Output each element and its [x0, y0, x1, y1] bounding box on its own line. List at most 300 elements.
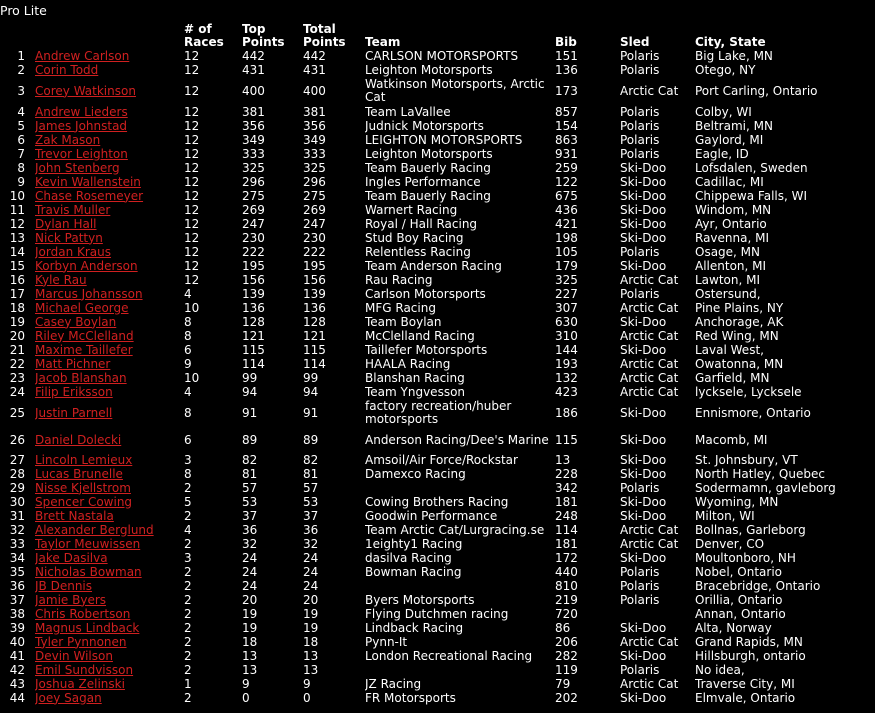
top-points-cell: 37 — [242, 509, 258, 523]
rank-cell: 5 — [17, 119, 25, 133]
bib-cell: 219 — [555, 593, 578, 607]
driver-cell — [35, 371, 184, 385]
driver-cell — [35, 329, 184, 343]
driver-name-link[interactable]: Jordan Kraus — [35, 245, 112, 259]
total-points-cell: 24 — [303, 579, 319, 593]
city-cell: Hillsburgh, ontario — [695, 649, 806, 663]
driver-name-link[interactable]: Tyler Pynnonen — [35, 635, 127, 649]
driver-name-link[interactable]: Filip Eriksson — [35, 385, 113, 399]
total-points-cell: 13 — [303, 649, 319, 663]
driver-name-link[interactable]: Jamie Byers — [35, 593, 107, 607]
races-cell: 4 — [184, 523, 192, 537]
driver-name-link[interactable]: Jake Dasilva — [35, 551, 108, 565]
total-points-cell: 128 — [303, 315, 326, 329]
races-cell: 2 — [184, 635, 192, 649]
table-row — [0, 579, 875, 593]
driver-name-link[interactable]: Jacob Blanshan — [35, 371, 127, 385]
rank-cell: 24 — [9, 385, 25, 399]
top-points-cell: 0 — [242, 691, 250, 705]
rank-cell: 7 — [17, 147, 25, 161]
top-points-cell: 325 — [242, 161, 265, 175]
table-row — [0, 105, 875, 119]
rank-cell: 11 — [9, 203, 25, 217]
top-points-cell: 89 — [242, 432, 258, 447]
bib-cell: 173 — [555, 83, 578, 98]
races-cell: 12 — [184, 83, 200, 98]
team-cell: Team Bauerly Racing — [365, 161, 491, 175]
table-row — [0, 133, 875, 147]
sled-cell: Polaris — [620, 579, 660, 593]
bib-cell: 931 — [555, 147, 578, 161]
bib-cell: 151 — [555, 49, 578, 63]
total-points-cell: 195 — [303, 259, 326, 273]
races-cell: 12 — [184, 245, 200, 259]
team-cell: Leighton Motorsports — [365, 63, 493, 77]
team-cell: Team Bauerly Racing — [365, 189, 491, 203]
driver-cell — [35, 63, 184, 77]
driver-cell — [35, 677, 184, 691]
city-cell: Bollnas, Garleborg — [695, 523, 806, 537]
total-points-cell: 356 — [303, 119, 326, 133]
team-cell: Bowman Racing — [365, 565, 462, 579]
bib-cell: 179 — [555, 259, 578, 273]
bib-cell: 115 — [555, 432, 578, 447]
driver-cell — [35, 551, 184, 565]
rank-cell: 25 — [9, 405, 25, 420]
races-cell: 2 — [184, 509, 192, 523]
driver-name-link[interactable]: Matt Pichner — [35, 357, 111, 371]
races-cell: 12 — [184, 147, 200, 161]
table-row — [0, 287, 875, 301]
city-cell: Eagle, ID — [695, 147, 749, 161]
rank-cell: 33 — [9, 537, 25, 551]
team-cell: Goodwin Performance — [365, 509, 498, 523]
sled-cell: Ski-Doo — [620, 453, 667, 467]
total-points-header: Total Points — [303, 22, 346, 49]
top-points-cell: 114 — [242, 357, 265, 371]
driver-name-link[interactable]: Marcus Johansson — [35, 287, 143, 301]
driver-name-link[interactable]: Kyle Rau — [35, 273, 87, 287]
total-points-cell: 442 — [303, 49, 326, 63]
team-cell: JZ Racing — [365, 677, 422, 691]
rank-cell: 19 — [9, 315, 25, 329]
driver-name-link[interactable]: Magnus Lindback — [35, 621, 140, 635]
sled-cell: Arctic Cat — [620, 635, 679, 649]
rank-cell: 1 — [17, 49, 25, 63]
driver-cell — [35, 635, 184, 649]
sled-cell: Polaris — [620, 63, 660, 77]
rank-cell: 35 — [9, 565, 25, 579]
driver-name-link[interactable]: Joshua Zelinski — [35, 677, 125, 691]
rank-cell: 44 — [9, 691, 25, 705]
team-cell: LEIGHTON MOTORSPORTS — [365, 133, 523, 147]
driver-name-link[interactable]: Corin Todd — [35, 63, 99, 77]
driver-cell — [35, 565, 184, 579]
driver-name-link[interactable]: Chase Rosemeyer — [35, 189, 144, 203]
table-row — [0, 495, 875, 509]
table-row — [0, 119, 875, 133]
rank-cell: 38 — [9, 607, 25, 621]
city-cell: St. Johnsbury, VT — [695, 453, 798, 467]
driver-name-link[interactable]: Maxime Taillefer — [35, 343, 133, 357]
sled-cell: Ski-Doo — [620, 551, 667, 565]
city-cell: Otego, NY — [695, 63, 756, 77]
table-row — [0, 315, 875, 329]
driver-name-link[interactable]: Lincoln Lemieux — [35, 453, 133, 467]
sled-cell: Polaris — [620, 593, 660, 607]
rank-header — [0, 21, 35, 49]
table-row — [0, 259, 875, 273]
driver-cell — [35, 49, 184, 63]
driver-cell — [35, 607, 184, 621]
top-points-cell: 269 — [242, 203, 265, 217]
table-row — [0, 467, 875, 481]
driver-cell — [35, 357, 184, 371]
races-cell: 12 — [184, 203, 200, 217]
city-cell: Bracebridge, Ontario — [695, 579, 821, 593]
bib-cell: 248 — [555, 509, 578, 523]
top-points-cell: 381 — [242, 105, 265, 119]
rank-cell: 4 — [17, 105, 25, 119]
team-cell: factory recreation/huber motorsports — [365, 399, 512, 426]
team-cell: Lindback Racing — [365, 621, 464, 635]
city-cell: Pine Plains, NY — [695, 301, 784, 315]
driver-cell — [35, 579, 184, 593]
driver-name-link[interactable]: Kevin Wallenstein — [35, 175, 141, 189]
bib-cell: 132 — [555, 371, 578, 385]
driver-name-link[interactable]: Travis Muller — [35, 203, 111, 217]
driver-name-link[interactable]: Nicholas Bowman — [35, 565, 142, 579]
total-points-cell: 156 — [303, 273, 326, 287]
total-points-cell: 20 — [303, 593, 319, 607]
city-cell: Allenton, MI — [695, 259, 767, 273]
total-points-cell: 400 — [303, 83, 326, 98]
table-row — [0, 551, 875, 565]
races-cell: 2 — [184, 481, 192, 495]
races-cell: 10 — [184, 301, 200, 315]
table-row — [0, 427, 875, 453]
total-points-cell: 136 — [303, 301, 326, 315]
sled-cell: Ski-Doo — [620, 343, 667, 357]
races-cell: 3 — [184, 551, 192, 565]
driver-name-link[interactable]: Joey Sagan — [35, 691, 102, 705]
driver-name-link[interactable]: Nisse Kjellstrom — [35, 481, 131, 495]
total-points-cell: 333 — [303, 147, 326, 161]
standings-body — [0, 49, 875, 705]
sled-cell: Ski-Doo — [620, 649, 667, 663]
table-row — [0, 509, 875, 523]
city-cell: Big Lake, MN — [695, 49, 773, 63]
driver-name-link[interactable]: Dylan Hall — [35, 217, 97, 231]
bib-cell: 227 — [555, 287, 578, 301]
bib-cell: 172 — [555, 551, 578, 565]
driver-name-link[interactable]: John Stenberg — [35, 161, 120, 175]
city-cell: Ennismore, Ontario — [695, 405, 811, 420]
table-row — [0, 565, 875, 579]
driver-cell — [35, 467, 184, 481]
sled-cell: Arctic Cat — [620, 371, 679, 385]
table-row — [0, 663, 875, 677]
driver-cell — [35, 427, 184, 453]
table-row — [0, 453, 875, 467]
top-points-cell: 121 — [242, 329, 265, 343]
total-points-cell: 37 — [303, 509, 319, 523]
bib-cell: 436 — [555, 203, 578, 217]
driver-name-link[interactable]: Taylor Meuwissen — [35, 537, 141, 551]
table-row — [0, 399, 875, 427]
driver-name-link[interactable]: Casey Boylan — [35, 315, 117, 329]
total-points-cell: 57 — [303, 481, 319, 495]
table-row — [0, 371, 875, 385]
city-cell: Wyoming, MN — [695, 495, 779, 509]
city-cell: Windom, MN — [695, 203, 772, 217]
races-cell: 10 — [184, 371, 200, 385]
races-cell: 2 — [184, 607, 192, 621]
city-cell: Denver, CO — [695, 537, 765, 551]
driver-name-link[interactable]: Devin Wilson — [35, 649, 113, 663]
city-cell: North Hatley, Quebec — [695, 467, 825, 481]
table-row — [0, 175, 875, 189]
races-header: # of Races — [184, 22, 224, 49]
sled-cell: Polaris — [620, 481, 660, 495]
driver-name-link[interactable]: Korbyn Anderson — [35, 259, 138, 273]
driver-name-link[interactable]: James Johnstad — [35, 119, 128, 133]
top-points-cell: 24 — [242, 579, 258, 593]
driver-cell — [35, 537, 184, 551]
page-title: Pro Lite — [0, 3, 47, 18]
sled-cell: Arctic Cat — [620, 677, 679, 691]
table-row — [0, 189, 875, 203]
team-cell: Damexco Racing — [365, 467, 466, 481]
table-row — [0, 343, 875, 357]
driver-cell — [35, 663, 184, 677]
top-points-cell: 230 — [242, 231, 265, 245]
top-points-cell: 82 — [242, 453, 258, 467]
city-cell: Colby, WI — [695, 105, 752, 119]
sled-cell: Polaris — [620, 287, 660, 301]
driver-cell — [35, 385, 184, 399]
top-points-cell: 57 — [242, 481, 258, 495]
table-row — [0, 203, 875, 217]
total-points-cell: 24 — [303, 565, 319, 579]
team-cell: HAALA Racing — [365, 357, 451, 371]
bib-cell: 105 — [555, 245, 578, 259]
total-points-cell: 91 — [303, 405, 319, 420]
rank-cell: 40 — [9, 635, 25, 649]
driver-name-link[interactable]: Emil Sundvisson — [35, 663, 134, 677]
top-points-cell: 136 — [242, 301, 265, 315]
sled-cell: Arctic Cat — [620, 83, 679, 98]
total-points-cell: 18 — [303, 635, 319, 649]
races-cell: 2 — [184, 565, 192, 579]
races-cell: 6 — [184, 432, 192, 447]
city-cell: Garfield, MN — [695, 371, 770, 385]
sled-cell: Ski-Doo — [620, 405, 667, 420]
total-points-cell: 230 — [303, 231, 326, 245]
bib-cell: 86 — [555, 621, 571, 635]
team-cell: Pynn-It — [365, 635, 408, 649]
sled-cell: Ski-Doo — [620, 509, 667, 523]
rank-cell: 27 — [9, 453, 25, 467]
races-cell: 2 — [184, 621, 192, 635]
table-row — [0, 621, 875, 635]
driver-name-link[interactable]: Nick Pattyn — [35, 231, 103, 245]
sled-cell: Polaris — [620, 105, 660, 119]
rank-cell: 14 — [9, 245, 25, 259]
races-cell: 12 — [184, 161, 200, 175]
rank-cell: 20 — [9, 329, 25, 343]
team-cell: Watkinson Motorsports, Arctic Cat — [365, 77, 545, 104]
team-cell: Flying Dutchmen racing — [365, 607, 509, 621]
sled-cell: Ski-Doo — [620, 259, 667, 273]
city-cell: Annan, Ontario — [695, 607, 786, 621]
top-points-cell: 296 — [242, 175, 265, 189]
races-cell: 12 — [184, 119, 200, 133]
driver-cell — [35, 509, 184, 523]
team-cell: 1eighty1 Racing — [365, 537, 463, 551]
city-cell: Lawton, MI — [695, 273, 761, 287]
driver-name-link[interactable]: Andrew Lieders — [35, 105, 128, 119]
top-points-cell: 13 — [242, 663, 258, 677]
driver-name-link[interactable]: Zak Mason — [35, 133, 101, 147]
team-cell — [365, 481, 555, 495]
top-points-cell: 91 — [242, 405, 258, 420]
table-row — [0, 231, 875, 245]
total-points-cell: 431 — [303, 63, 326, 77]
driver-cell — [35, 453, 184, 467]
rank-cell: 42 — [9, 663, 25, 677]
top-points-cell: 20 — [242, 593, 258, 607]
bib-cell: 421 — [555, 217, 578, 231]
bib-cell: 154 — [555, 119, 578, 133]
total-points-cell: 381 — [303, 105, 326, 119]
total-points-cell: 247 — [303, 217, 326, 231]
team-cell: Amsoil/Air Force/Rockstar — [365, 453, 518, 467]
table-row — [0, 481, 875, 495]
sled-header: Sled — [620, 35, 650, 49]
sled-cell: Arctic Cat — [620, 357, 679, 371]
team-cell: McClelland Racing — [365, 329, 475, 343]
rank-cell: 29 — [9, 481, 25, 495]
team-cell: Taillefer Motorsports — [365, 343, 488, 357]
races-cell: 12 — [184, 189, 200, 203]
city-cell: Grand Rapids, MN — [695, 635, 803, 649]
races-cell: 9 — [184, 357, 192, 371]
table-row — [0, 217, 875, 231]
driver-cell — [35, 231, 184, 245]
top-points-cell: 81 — [242, 467, 258, 481]
top-points-cell: 32 — [242, 537, 258, 551]
bib-cell: 79 — [555, 677, 571, 691]
city-cell: Sodermamn, gavleborg — [695, 481, 836, 495]
driver-name-link[interactable]: JB Dennis — [35, 579, 93, 593]
city-cell: Moultonboro, NH — [695, 551, 796, 565]
bib-cell: 114 — [555, 523, 578, 537]
driver-name-link[interactable]: Spencer Cowing — [35, 495, 133, 509]
city-cell: Macomb, MI — [695, 432, 768, 447]
sled-cell: Ski-Doo — [620, 203, 667, 217]
driver-name-link[interactable]: Lucas Brunelle — [35, 467, 123, 481]
driver-cell — [35, 301, 184, 315]
driver-name-link[interactable]: Justin Parnell — [35, 405, 113, 420]
rank-cell: 8 — [17, 161, 25, 175]
total-points-cell: 115 — [303, 343, 326, 357]
top-points-cell: 115 — [242, 343, 265, 357]
bib-cell: 198 — [555, 231, 578, 245]
team-cell: Team Yngvesson — [365, 385, 466, 399]
driver-name-link[interactable]: Chris Robertson — [35, 607, 131, 621]
top-points-cell: 128 — [242, 315, 265, 329]
bib-cell: 720 — [555, 607, 578, 621]
top-points-cell: 9 — [242, 677, 250, 691]
bib-cell: 202 — [555, 691, 578, 705]
table-row — [0, 635, 875, 649]
sled-cell: Ski-Doo — [620, 217, 667, 231]
rank-cell: 10 — [9, 189, 25, 203]
name-header — [35, 21, 184, 49]
rank-cell: 16 — [9, 273, 25, 287]
driver-name-link[interactable]: Trevor Leighton — [35, 147, 128, 161]
rank-cell: 30 — [9, 495, 25, 509]
races-cell: 12 — [184, 49, 200, 63]
driver-name-link[interactable]: Riley McClelland — [35, 329, 134, 343]
city-cell: Elmvale, Ontario — [695, 691, 796, 705]
city-cell: Ravenna, MI — [695, 231, 769, 245]
top-points-cell: 24 — [242, 551, 258, 565]
top-points-cell: 94 — [242, 385, 258, 399]
driver-name-link[interactable]: Corey Watkinson — [35, 83, 136, 98]
bib-cell: 342 — [555, 481, 578, 495]
top-points-cell: 36 — [242, 523, 258, 537]
table-row — [0, 273, 875, 287]
sled-cell: Ski-Doo — [620, 175, 667, 189]
sled-cell: Ski-Doo — [620, 189, 667, 203]
city-cell: Port Carling, Ontario — [695, 83, 818, 98]
team-cell: Carlson Motorsports — [365, 287, 486, 301]
city-cell: Laval West, — [695, 343, 764, 357]
table-row — [0, 607, 875, 621]
driver-cell — [35, 105, 184, 119]
top-points-cell: 156 — [242, 273, 265, 287]
driver-name-link[interactable]: Alexander Berglund — [35, 523, 154, 537]
top-points-cell: 400 — [242, 83, 265, 98]
races-cell: 12 — [184, 133, 200, 147]
rank-cell: 15 — [9, 259, 25, 273]
sled-cell: Ski-Doo — [620, 621, 667, 635]
sled-cell: Ski-Doo — [620, 161, 667, 175]
team-cell: Stud Boy Racing — [365, 231, 464, 245]
total-points-cell: 13 — [303, 663, 319, 677]
driver-name-link[interactable]: Daniel Dolecki — [35, 432, 122, 447]
driver-cell — [35, 77, 184, 105]
city-cell: Milton, WI — [695, 509, 755, 523]
table-row — [0, 385, 875, 399]
bib-cell: 675 — [555, 189, 578, 203]
driver-name-link[interactable]: Andrew Carlson — [35, 49, 130, 63]
driver-cell — [35, 315, 184, 329]
races-cell: 1 — [184, 677, 192, 691]
races-cell: 3 — [184, 453, 192, 467]
table-row — [0, 691, 875, 705]
races-cell: 12 — [184, 63, 200, 77]
sled-cell: Polaris — [620, 133, 660, 147]
total-points-cell: 325 — [303, 161, 326, 175]
driver-cell — [35, 399, 184, 427]
city-cell: Traverse City, MI — [695, 677, 795, 691]
driver-name-link[interactable]: Brett Nastala — [35, 509, 114, 523]
top-points-cell: 139 — [242, 287, 265, 301]
driver-name-link[interactable]: Michael George — [35, 301, 129, 315]
